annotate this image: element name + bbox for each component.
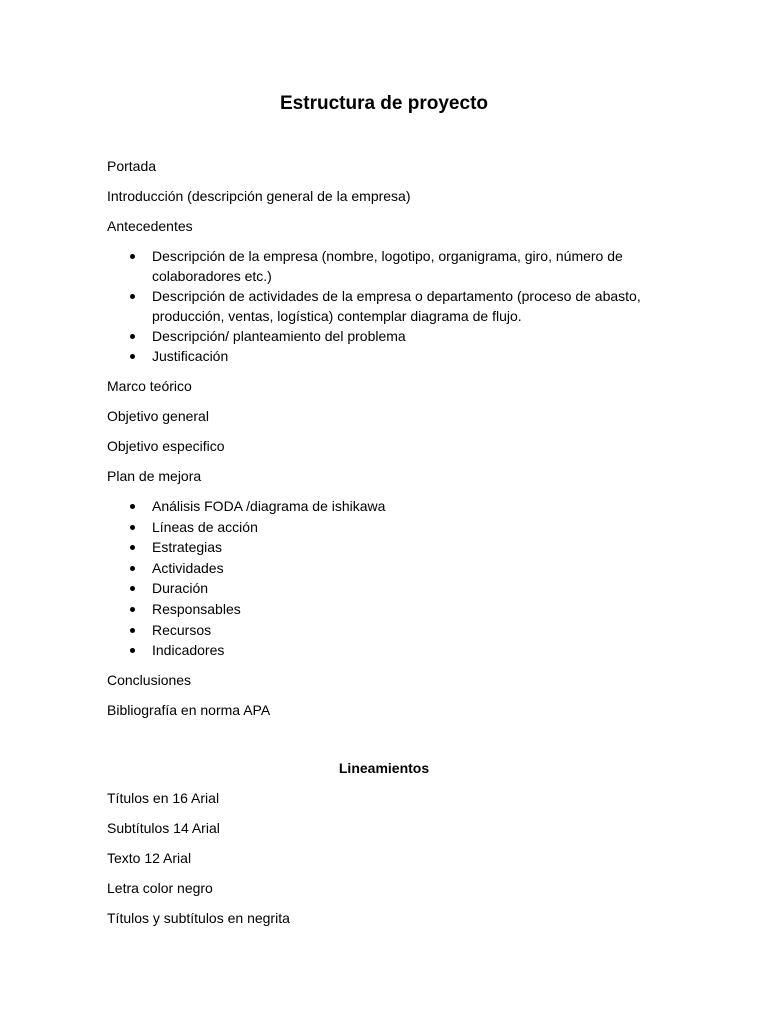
item-conclusiones: Conclusiones <box>107 672 192 689</box>
bullet-icon <box>130 628 135 633</box>
item-bibliografia: Bibliografía en norma APA <box>107 702 271 719</box>
bullet-icon <box>130 648 135 653</box>
bullet-icon <box>130 586 135 591</box>
list-item: Análisis FODA /diagrama de ishikawa <box>152 496 687 516</box>
list-item: Indicadores <box>152 640 687 660</box>
bullet-icon <box>130 354 135 359</box>
guidelines-heading: Lineamientos <box>338 760 430 777</box>
document-body <box>107 156 687 938</box>
bullet-icon <box>130 294 135 299</box>
list-item: Justificación <box>152 346 687 366</box>
list-item: Actividades <box>152 558 687 578</box>
item-antecedentes: Antecedentes <box>107 218 193 234</box>
bullet-icon <box>130 545 135 550</box>
list-item: Descripción de la empresa (nombre, logotipo, organigrama, giro, número de colaboradores etc.) <box>152 246 687 286</box>
item-objetivo-especifico: Objetivo especifico <box>107 438 225 454</box>
document-title: Estructura de proyecto <box>280 93 488 114</box>
bullet-icon <box>130 566 135 571</box>
bullet-icon <box>130 504 135 509</box>
guideline-item: Títulos en 16 Arial <box>107 790 220 807</box>
guideline-item: Texto 12 Arial <box>107 850 192 867</box>
guideline-item: Subtítulos 14 Arial <box>107 820 220 837</box>
item-portada: Portada <box>107 158 157 174</box>
list-item: Recursos <box>152 620 687 640</box>
item-objetivo-general: Objetivo general <box>107 408 209 424</box>
item-introduccion: Introducción (descripción general de la empresa) <box>107 188 411 204</box>
list-item: Responsables <box>152 599 687 619</box>
list-item: Duración <box>152 578 687 598</box>
list-item: Descripción de actividades de la empresa o departamento (proceso de abasto, producción, ventas, logística) contemplar diagrama de flujo. <box>152 286 687 326</box>
item-marco-teorico: Marco teórico <box>107 378 192 394</box>
list-item: Descripción/ planteamiento del problema <box>152 326 687 346</box>
list-item: Líneas de acción <box>152 517 687 537</box>
item-plan-de-mejora: Plan de mejora <box>107 468 202 484</box>
guideline-item: Títulos y subtítulos en negrita <box>107 910 290 927</box>
bullet-icon <box>130 254 135 259</box>
plan-list <box>107 496 687 660</box>
bullet-icon <box>130 334 135 339</box>
bullet-icon <box>130 607 135 612</box>
antecedentes-list <box>107 246 687 366</box>
guideline-item: Letra color negro <box>107 880 213 897</box>
bullet-icon <box>130 525 135 530</box>
list-item: Estrategias <box>152 537 687 557</box>
